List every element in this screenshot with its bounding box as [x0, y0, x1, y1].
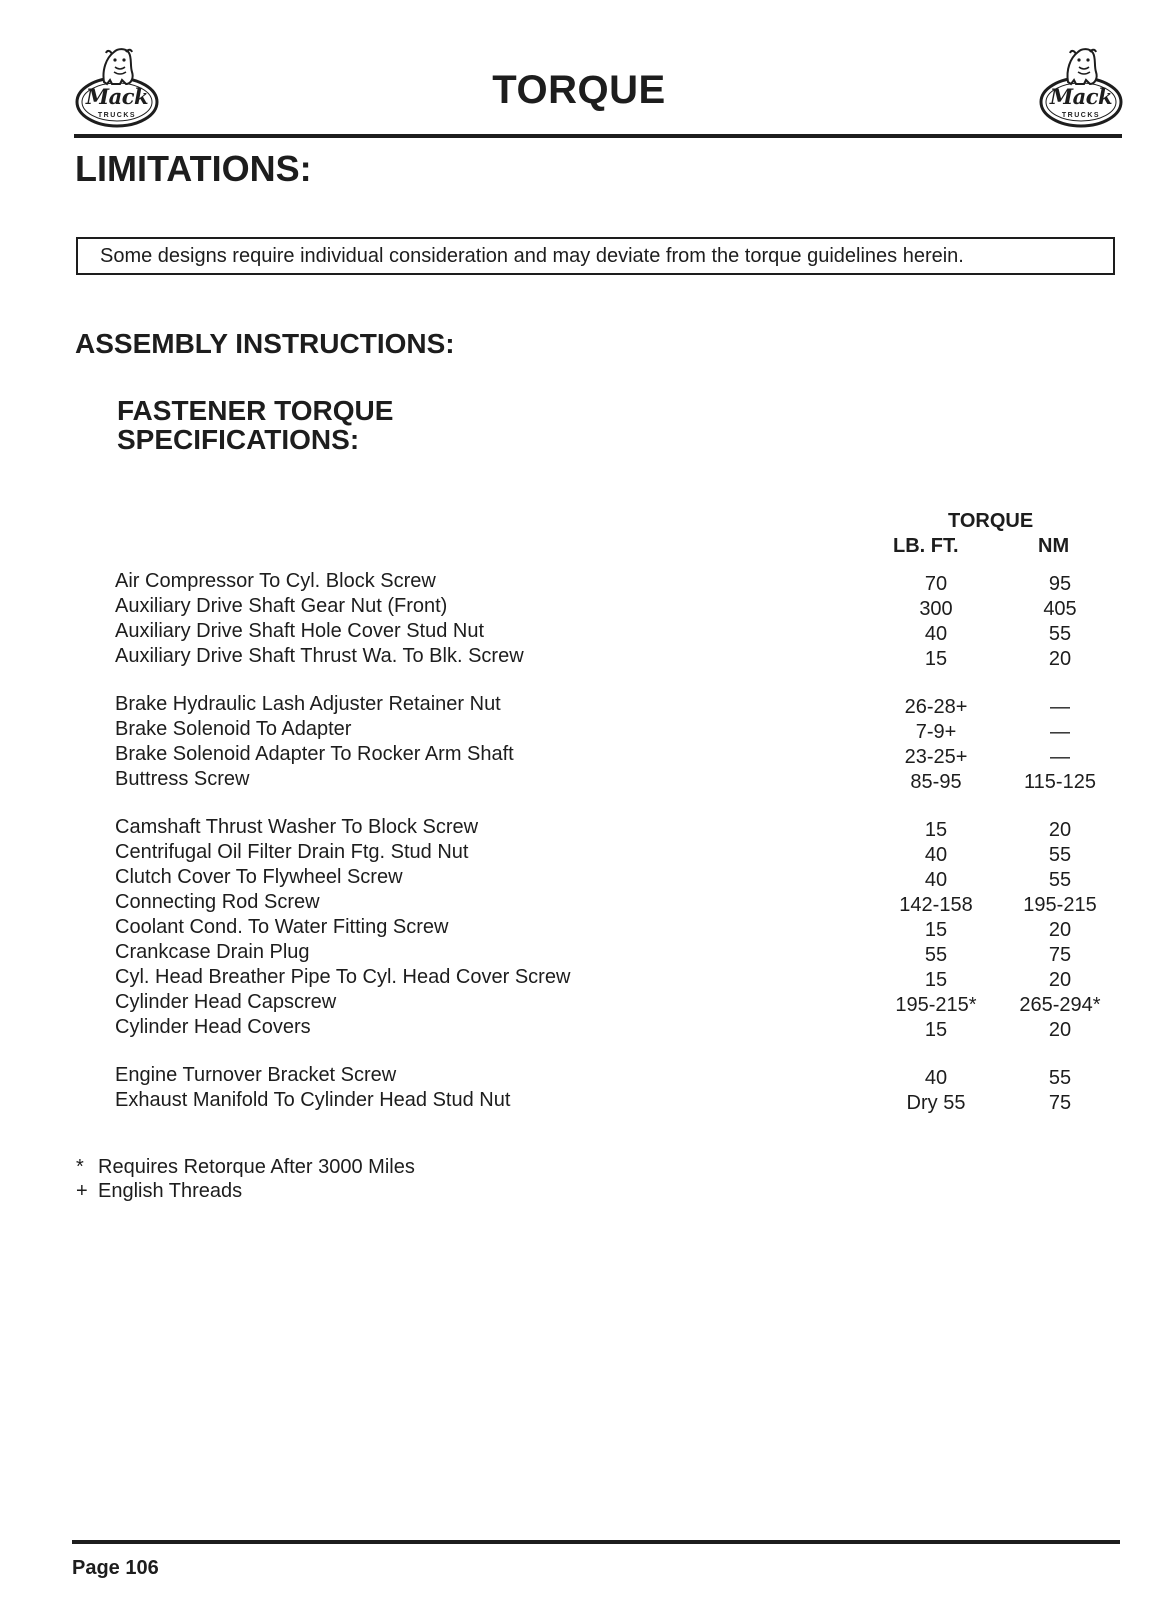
page-number: Page 106 [72, 1557, 159, 1579]
nm-value: 20 [1048, 919, 1072, 941]
logo-subtitle: TRUCKS [97, 112, 137, 119]
nm-value: 115-125 [1024, 771, 1096, 793]
lbft-value: 40 [924, 1067, 948, 1089]
limitations-heading: LIMITATIONS: [75, 148, 312, 189]
lbft-value: 195-215* [895, 994, 977, 1016]
table-row [0, 743, 1158, 768]
fastener-name: Coolant Cond. To Water Fitting Screw [115, 916, 449, 938]
fastener-name: Cyl. Head Breather Pipe To Cyl. Head Cover Screw [115, 966, 571, 988]
nm-value: 405 [1043, 598, 1077, 620]
nm-value: 55 [1048, 623, 1072, 645]
table-row [0, 866, 1158, 891]
lbft-value: 15 [924, 1019, 948, 1041]
table-row [0, 595, 1158, 620]
logo-wordmark: Mack [1049, 84, 1113, 109]
table-row [0, 1089, 1158, 1114]
table-row [0, 841, 1158, 866]
lbft-value: 15 [924, 919, 948, 941]
nm-value: — [1050, 746, 1070, 768]
nm-value: 20 [1048, 1019, 1072, 1041]
table-row [0, 693, 1158, 718]
lbft-column-header: LB. FT. [893, 535, 959, 557]
nm-value: 20 [1048, 648, 1072, 670]
fastener-name: Auxiliary Drive Shaft Thrust Wa. To Blk. Screw [115, 645, 524, 667]
nm-value: 265-294* [1019, 994, 1101, 1016]
table-row [0, 718, 1158, 743]
fastener-name: Centrifugal Oil Filter Drain Ftg. Stud Nut [115, 841, 469, 863]
lbft-value: 15 [924, 648, 948, 670]
table-row [0, 941, 1158, 966]
fastener-name: Brake Hydraulic Lash Adjuster Retainer Nut [115, 693, 501, 715]
table-row [0, 768, 1158, 793]
table-row [0, 816, 1158, 841]
nm-value: 20 [1048, 969, 1072, 991]
table-row [0, 645, 1158, 670]
nm-column-header: NM [1038, 535, 1070, 557]
lbft-value: 55 [924, 944, 948, 966]
nm-value: 95 [1048, 573, 1072, 595]
footnote-plus-mark: + [76, 1180, 88, 1202]
lbft-value: 40 [924, 623, 948, 645]
lbft-value: 15 [924, 969, 948, 991]
fastener-torque-heading-line-2: SPECIFICATIONS: [117, 424, 360, 455]
fastener-name: Crankcase Drain Plug [115, 941, 310, 963]
table-row [0, 991, 1158, 1016]
fastener-name: Air Compressor To Cyl. Block Screw [115, 570, 436, 592]
lbft-value: 70 [924, 573, 948, 595]
table-row [0, 891, 1158, 916]
lbft-value: 15 [924, 819, 948, 841]
lbft-value: 40 [924, 869, 948, 891]
lbft-value: Dry 55 [906, 1092, 966, 1114]
lbft-value: 40 [924, 844, 948, 866]
logo-wordmark: Mack [85, 84, 149, 109]
limitations-notice-box [76, 237, 1115, 275]
fastener-name: Brake Solenoid To Adapter [115, 718, 352, 740]
nm-value: — [1050, 721, 1070, 743]
table-row [0, 966, 1158, 991]
nm-value: 195-215 [1023, 894, 1097, 916]
nm-value: — [1050, 696, 1070, 718]
footnote-plus-text: English Threads [98, 1180, 243, 1202]
fastener-name: Camshaft Thrust Washer To Block Screw [115, 816, 479, 838]
nm-value: 75 [1048, 944, 1072, 966]
table-row [0, 620, 1158, 645]
page-title: TORQUE [492, 68, 666, 112]
lbft-value: 85-95 [910, 771, 962, 793]
fastener-name: Clutch Cover To Flywheel Screw [115, 866, 403, 888]
footer-divider [72, 1540, 1120, 1544]
lbft-value: 23-25+ [904, 746, 968, 768]
lbft-value: 26-28+ [904, 696, 968, 718]
fastener-name: Exhaust Manifold To Cylinder Head Stud Nut [115, 1089, 511, 1111]
limitations-notice-text: Some designs require individual consideration and may deviate from the torque guidelines herein. [100, 245, 964, 267]
fastener-torque-heading [117, 396, 393, 454]
fastener-name: Cylinder Head Capscrew [115, 991, 337, 1013]
nm-value: 20 [1048, 819, 1072, 841]
fastener-name: Engine Turnover Bracket Screw [115, 1064, 397, 1086]
nm-value: 75 [1048, 1092, 1072, 1114]
fastener-name: Buttress Screw [115, 768, 250, 790]
fastener-name: Brake Solenoid Adapter To Rocker Arm Shaft [115, 743, 514, 765]
table-row [0, 916, 1158, 941]
mack-logo-right [1038, 44, 1124, 132]
nm-value: 55 [1048, 869, 1072, 891]
nm-value: 55 [1048, 844, 1072, 866]
table-row [0, 1016, 1158, 1041]
table-row [0, 570, 1158, 595]
fastener-name: Cylinder Head Covers [115, 1016, 311, 1038]
footnote-asterisk-mark: * [76, 1156, 84, 1178]
assembly-heading: ASSEMBLY INSTRUCTIONS: [75, 328, 455, 359]
fastener-torque-heading-line-1: FASTENER TORQUE [117, 395, 394, 426]
torque-column-group-header: TORQUE [948, 510, 1034, 532]
fastener-name: Connecting Rod Screw [115, 891, 320, 913]
footnote-asterisk-text: Requires Retorque After 3000 Miles [98, 1156, 415, 1178]
logo-subtitle: TRUCKS [1061, 112, 1101, 119]
nm-value: 55 [1048, 1067, 1072, 1089]
lbft-value: 7-9+ [915, 721, 957, 743]
lbft-value: 300 [919, 598, 953, 620]
lbft-value: 142-158 [899, 894, 973, 916]
table-row [0, 1064, 1158, 1089]
header-divider [74, 134, 1122, 138]
fastener-name: Auxiliary Drive Shaft Gear Nut (Front) [115, 595, 448, 617]
fastener-name: Auxiliary Drive Shaft Hole Cover Stud Nut [115, 620, 485, 642]
